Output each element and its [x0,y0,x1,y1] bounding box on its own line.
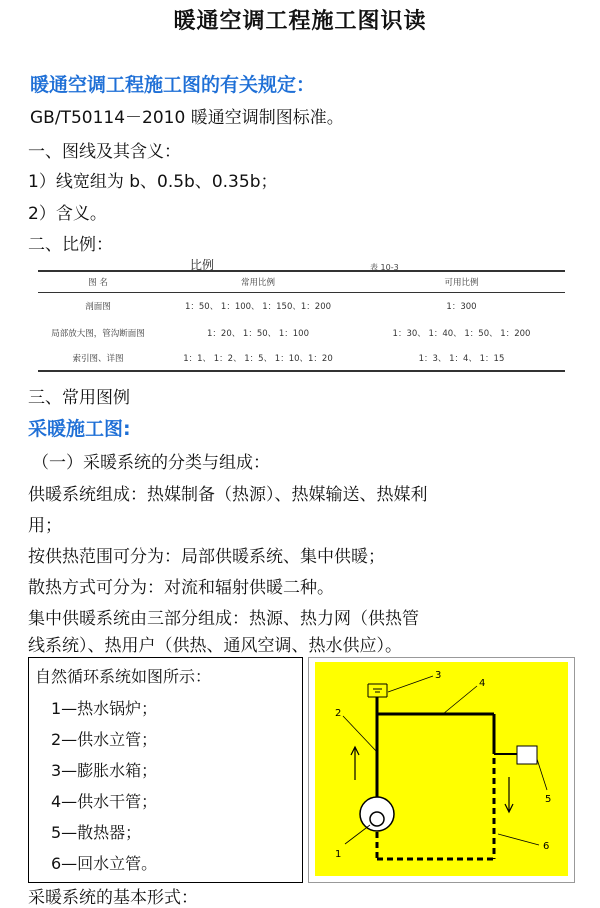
table-header: 可用比例 [358,271,565,293]
leader-line [443,686,477,714]
gravity-circulation-figure [308,657,575,883]
paragraph: 用； [28,516,62,536]
line-width-text: 1）线宽组为 b、0.5b、0.35b； [28,172,278,192]
scale-heading: 二、比例： [28,235,113,255]
list-item: 2—供水立管； [51,730,158,749]
table-cell: 1：30、 1：40、 1：50、 1：200 [392,328,531,339]
table-cell: 索引图、详图 [38,347,158,371]
section-heading-regulations: 暖通空调工程施工图的有关规定： [30,74,316,96]
figure-label: 4 [479,678,486,689]
list-item: 6—回水立管。 [51,854,158,873]
list-item: 3—膨胀水箱； [51,761,158,780]
table-cell: 剖面图 [85,301,111,312]
table-header-row [38,271,565,293]
box-intro: 自然循环系统如图所示： [35,667,212,686]
table-caption: 比例 [190,258,215,272]
table-cell: 1：300 [446,301,477,312]
leader-line [388,676,433,692]
radiator-icon [517,746,537,764]
lines-heading: 一、图线及其含义： [28,142,181,162]
page-title: 暖通空调工程施工图识读 [173,9,427,34]
table-cell: 1：3、 1：4、 1：15 [358,347,565,371]
paragraph: 供暖系统组成：热媒制备（热源）、热媒输送、热媒利 [28,485,428,505]
table-row [38,293,565,319]
figure-label: 3 [435,670,442,681]
bottom-heading: 采暖系统的基本形式： [28,888,198,908]
section-heading-heating: 采暖施工图: [28,418,131,440]
table-cell: 1：50、 1：100、 1：150、1：200 [184,301,332,312]
figure-label: 1 [335,849,342,860]
arrow-up-icon [351,747,359,780]
paragraph: 按供热范围可分为：局部供暖系统、集中供暖； [28,547,385,567]
figure-label: 6 [543,841,550,852]
list-item: 1—热水锅炉； [51,699,158,718]
paragraph: 线系统）、热用户（供热、通风空调、热水供应）。 [28,636,402,656]
component-list-box [28,657,303,883]
table-header: 常用比例 [158,271,358,293]
table-cell: 局部放大图，管沟断面图 [51,328,145,339]
leader-line [345,825,370,844]
legend-heading: 三、常用图例 [28,388,130,408]
leader-line [343,716,377,752]
list-item: 5—散热器； [51,823,142,842]
figure-background [315,662,568,876]
boiler-icon [360,797,394,831]
table-row [38,319,565,347]
paragraph: 散热方式可分为：对流和辐射供暖二种。 [28,578,334,598]
leader-line [498,834,539,845]
leader-line [537,759,547,790]
table-row [38,347,565,371]
list-item: 4—供水干管； [51,792,158,811]
arrow-down-icon [505,777,513,812]
figure-label: 5 [545,794,552,805]
system-diagram [315,662,568,876]
table-cell: 1：1、 1：2、 1：5、 1：10、1：20 [158,347,358,371]
scale-table [38,270,565,372]
paragraph: 集中供暖系统由三部分组成：热源、热力网（供热管 [28,609,419,629]
table-header: 图 名 [38,271,158,293]
figure-label: 2 [335,708,342,719]
table-cell: 1：20、 1：50、 1：100 [207,328,309,339]
standard-text: GB/T50114－2010 暖通空调制图标准。 [30,108,344,128]
sub-heading: （一）采暖系统的分类与组成： [32,453,270,473]
expansion-tank-icon [368,684,387,697]
meaning-text: 2）含义。 [28,204,107,224]
table-number: 表 10-3 [370,263,399,272]
